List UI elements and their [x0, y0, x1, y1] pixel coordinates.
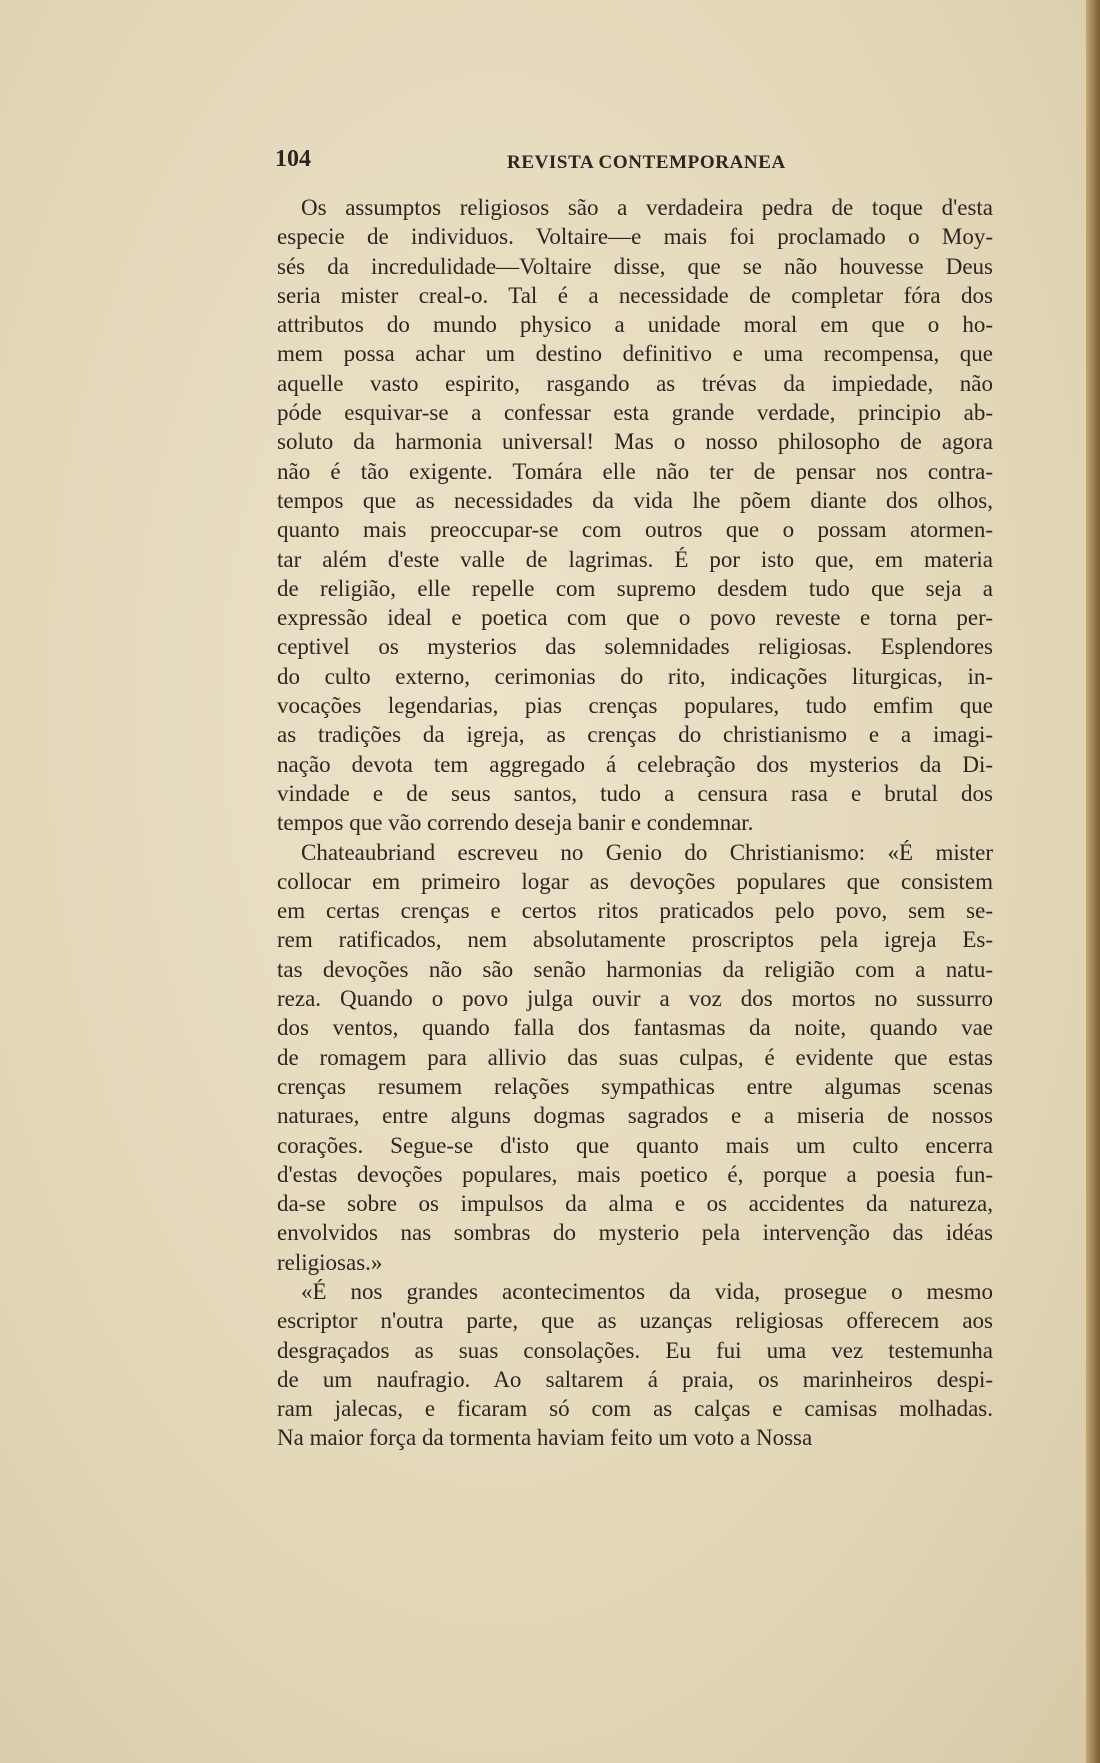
paragraph: [277, 838, 993, 1277]
text-line: ram jalecas, e ficaram só com as calças e camisas molhadas.: [277, 1396, 993, 1422]
text-line: tas devoções não são senão harmonias da religião com a natu-: [277, 956, 993, 982]
text-line: expressão ideal e poetica com que o povo reveste e torna per-: [277, 605, 993, 631]
page-edge: [1086, 0, 1100, 1763]
text-line: em certas crenças e certos ritos praticados pelo povo, sem se-: [277, 898, 993, 924]
text-line: nação devota tem aggregado á celebração dos mysterios da Di-: [277, 751, 993, 777]
text-line: de um naufragio. Ao saltarem á praia, os marinheiros despi-: [277, 1366, 993, 1392]
text-line: da-se sobre os impulsos da alma e os accidentes da natureza,: [277, 1191, 993, 1217]
text-line: mem possa achar um destino definitivo e uma recompensa, que: [277, 341, 993, 367]
body-text: [277, 193, 993, 1453]
text-line: reza. Quando o povo julga ouvir a voz dos mortos no sussurro: [277, 986, 993, 1012]
text-line: aquelle vasto espirito, rasgando as trévas da impiedade, não: [277, 370, 993, 396]
text-line: Na maior força da tormenta haviam feito um voto a Nossa: [277, 1425, 813, 1451]
text-line: de religião, elle repelle com supremo desdem tudo que seja a: [277, 575, 993, 601]
text-line: envolvidos nas sombras do mysterio pela intervenção das idéas: [277, 1220, 993, 1246]
text-line: póde esquivar-se a confessar esta grande verdade, principio ab-: [277, 400, 993, 426]
text-line: soluto da harmonia universal! Mas o nosso philosopho de agora: [277, 429, 993, 455]
running-head: REVISTA CONTEMPORANEA: [507, 152, 786, 173]
text-line: rem ratificados, nem absolutamente proscriptos pela igreja Es-: [277, 927, 993, 953]
text-line: «É nos grandes acontecimentos da vida, prosegue o mesmo: [301, 1278, 993, 1304]
page-number: 104: [275, 146, 311, 172]
text-line: de romagem para allivio das suas culpas, é evidente que estas: [277, 1044, 993, 1070]
paragraph: [277, 193, 993, 838]
page-header: [275, 146, 995, 180]
text-line: tar além d'este valle de lagrimas. É por isto que, em materia: [277, 546, 993, 572]
text-line: tempos que as necessidades da vida lhe põem diante dos olhos,: [277, 487, 993, 513]
text-line: naturaes, entre alguns dogmas sagrados e a miseria de nossos: [277, 1103, 993, 1129]
text-line: quanto mais preoccupar-se com outros que o possam atormen-: [277, 517, 993, 543]
paragraph: [277, 1277, 993, 1453]
text-line: seria mister creal-o. Tal é a necessidade de completar fóra dos: [277, 282, 993, 308]
text-line: ceptivel os mysterios das solemnidades religiosas. Esplendores: [277, 634, 993, 660]
text-line: não é tão exigente. Tomára elle não ter de pensar nos contra-: [277, 458, 993, 484]
text-line: d'estas devoções populares, mais poetico é, porque a poesia fun-: [277, 1161, 993, 1187]
text-line: tempos que vão correndo deseja banir e condemnar.: [277, 810, 754, 836]
text-line: as tradições da igreja, as crenças do christianismo e a imagi-: [277, 722, 993, 748]
text-line: attributos do mundo physico a unidade moral em que o ho-: [277, 312, 993, 338]
text-line: Os assumptos religiosos são a verdadeira pedra de toque d'esta: [301, 195, 993, 220]
text-line: collocar em primeiro logar as devoções populares que consistem: [277, 868, 993, 894]
text-line: desgraçados as suas consolações. Eu fui uma vez testemunha: [277, 1337, 993, 1363]
text-line: vocações legendarias, pias crenças populares, tudo emfim que: [277, 693, 993, 719]
text-line: crenças resumem relações sympathicas entre algumas scenas: [277, 1073, 993, 1099]
text-line: escriptor n'outra parte, que as uzanças religiosas offerecem aos: [277, 1308, 993, 1334]
text-line: vindade e de seus santos, tudo a censura rasa e brutal dos: [277, 780, 993, 806]
text-line: religiosas.»: [277, 1249, 383, 1275]
text-line: sés da incredulidade—Voltaire disse, que se não houvesse Deus: [277, 253, 993, 279]
text-line: do culto externo, cerimonias do rito, indicações liturgicas, in-: [277, 663, 993, 689]
text-line: Chateaubriand escreveu no Genio do Christianismo: «É mister: [301, 839, 993, 865]
text-line: especie de individuos. Voltaire—e mais foi proclamado o Moy-: [277, 224, 993, 250]
text-line: dos ventos, quando falla dos fantasmas da noite, quando vae: [277, 1015, 993, 1041]
text-line: corações. Segue-se d'isto que quanto mais um culto encerra: [277, 1132, 993, 1158]
